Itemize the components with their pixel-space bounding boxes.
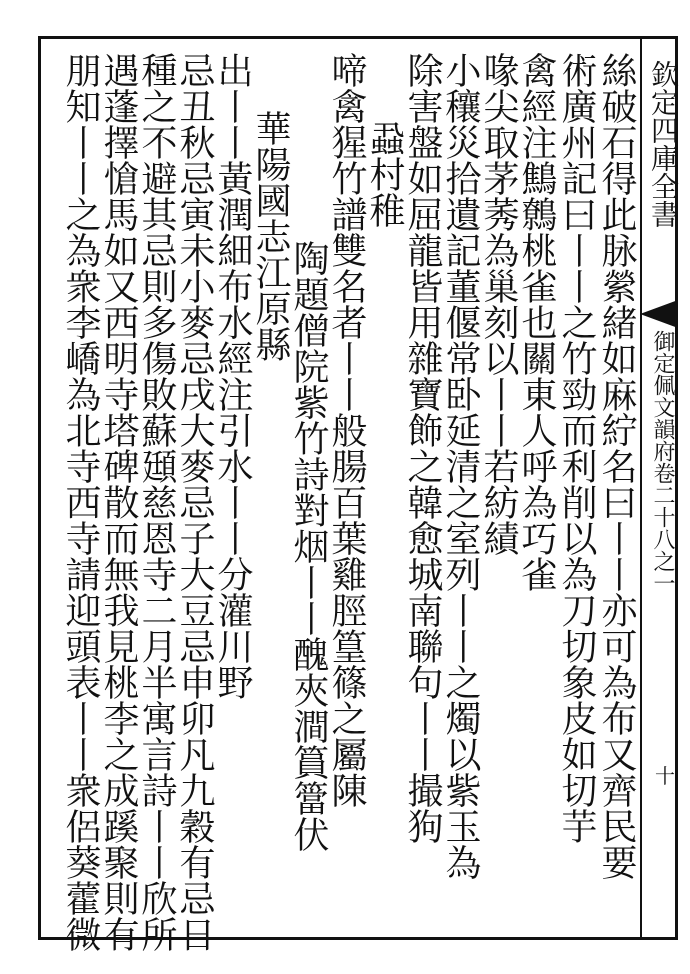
text-column-2: 術廣州記曰丨丨之竹勁而利削以為刀切象皮如切芋 — [556, 52, 597, 844]
text-column-5: 小穰災拾遺記董偃常卧延清之室列丨丨之燭以紫玉為 — [440, 52, 481, 880]
text-column-15: 朋知丨丨之為衆李嶠為北寺西寺請迎頭表丨丨衆侶葵藿微 — [60, 52, 101, 952]
text-column-14: 遇蓬擇愴馬如又西明寺塔碑散而無我見桃李之成蹊聚則有 — [98, 52, 139, 952]
text-column-11: 出丨丨黃潤細布水經注引水丨丨分灌川野 — [212, 52, 253, 700]
book-title: 欽定四庫全書 — [647, 60, 680, 228]
text-column-4: 喙尖取茅莠為巢刻以丨丨若紡績 — [478, 52, 519, 556]
text-column-13: 種之不避其忌則多傷敗蘇頲慈恩寺二月半寓言詩丨丨欣所 — [136, 52, 177, 952]
text-column-1: 絲破石得此脉縈緒如麻紵名曰丨丨亦可為布又齊民要 — [596, 52, 637, 880]
text-column-7: 蝨村稚 — [364, 120, 405, 228]
fish-tail-mark — [640, 300, 678, 328]
text-column-8: 啼禽猩竹譜雙名者丨丨般腸百葉雞脛篁篠之屬陳 — [326, 52, 367, 808]
text-column-10: 華陽國志江原縣 — [250, 110, 291, 362]
text-column-9: 陶題僧院紫竹詩對烟丨丨醜夾澗篔簹伏 — [288, 240, 329, 852]
text-column-3: 禽經注鷦鷯桃雀也關東人呼為巧雀 — [516, 52, 557, 592]
text-column-12: 忌丑秋忌寅未小麥忌戌大麥忌子大豆忌申卯凡九穀有忌日 — [174, 52, 215, 952]
page-number: 十 — [655, 764, 675, 788]
volume-label: 御定佩文韻府卷二十八之一 — [650, 330, 675, 594]
text-column-6: 除害盤如屈龍皆用雜寶飾之韓愈城南聯句丨丨撮狗 — [402, 52, 443, 844]
